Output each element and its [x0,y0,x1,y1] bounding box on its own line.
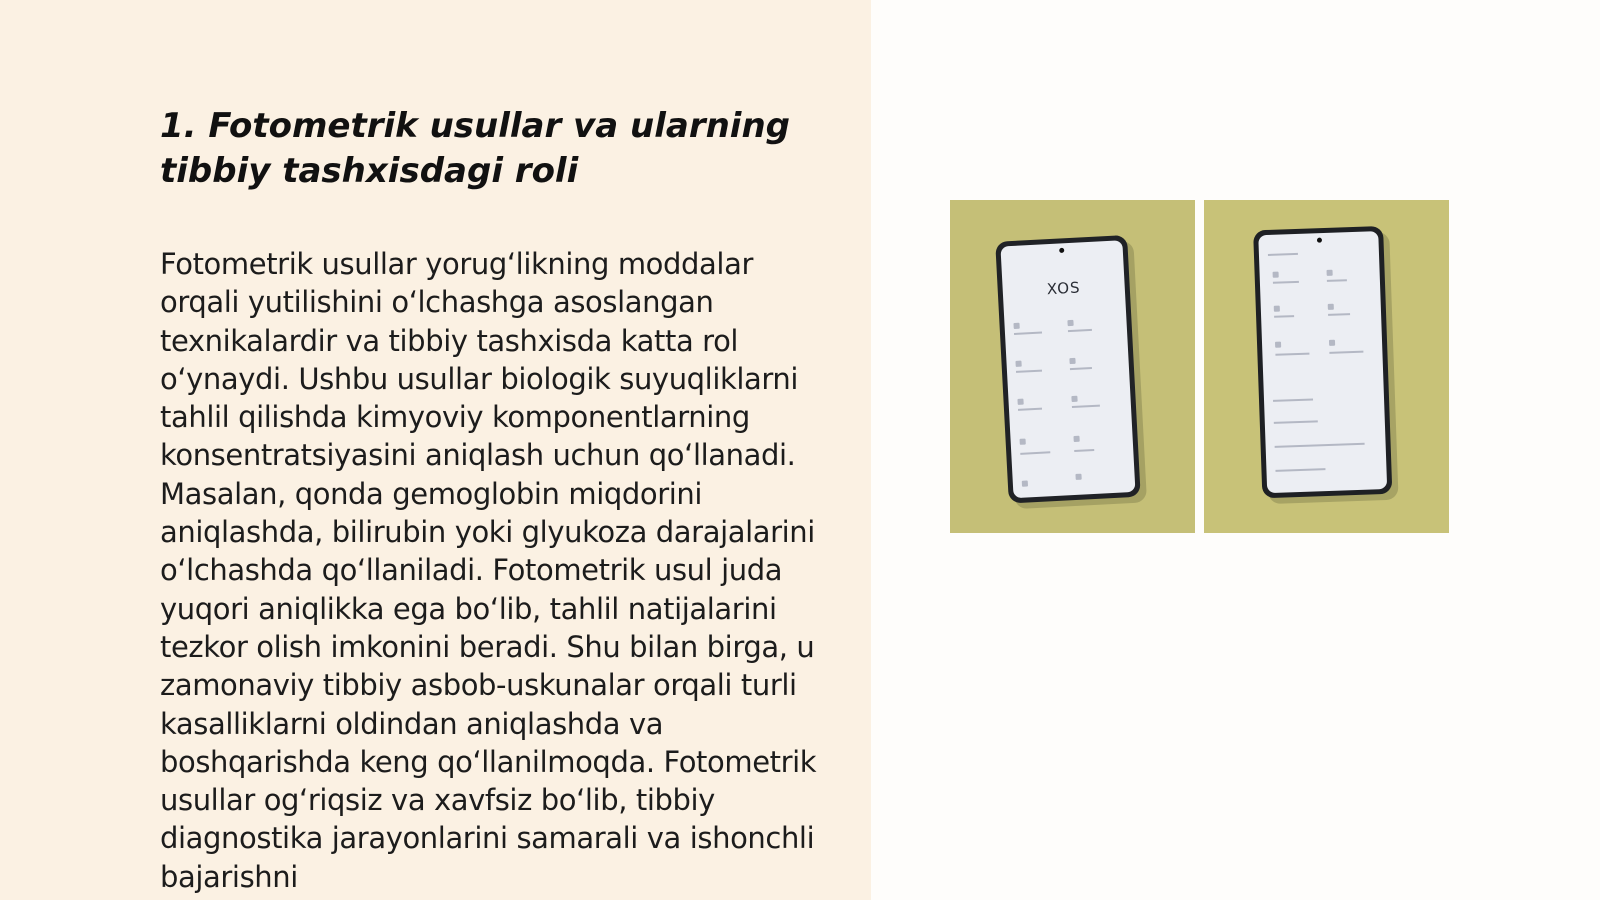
slide-body-text: Fotometrik usullar yorug‘likning moddalar orqali yutilishini o‘lchashga asoslangan texnikalardir va tibbiy tashxisda katta rol o‘ynaydi. Ushbu usullar biologik suyuqliklarni tahlil qilishda kimyoviy komponentlarning konsentratsiyasini aniqlash uchun qo‘llanadi. Masalan, qonda gemoglobin miqdorini aniqlashda, bilirubin yoki glyukoza darajalarini o‘lchashda qo‘llaniladi. Fotometrik usul juda yuqori aniqlikka ega bo‘lib, tahlil natijalarini tezkor olish imkonini beradi. Shu bilan birga, u zamonaviy tibbiy asbob-uskunalar orqali turli kasalliklarni oldindan aniqlashda va boshqarishda keng qo‘llanilmoqda. Fotometrik usullar og‘riqsiz va xavfsiz bo‘lib, tibbiy diagnostika jarayonlarini samarali va ishonchli bajarishni [160,247,817,894]
phone-photo-front [950,200,1195,533]
slide-title: 1. Fotometrik usullar va ularning tibbiy tashxisdagi roli [160,106,790,191]
phone-photo-settings [1204,200,1449,533]
xos-logo-text: XOS [1046,278,1081,299]
